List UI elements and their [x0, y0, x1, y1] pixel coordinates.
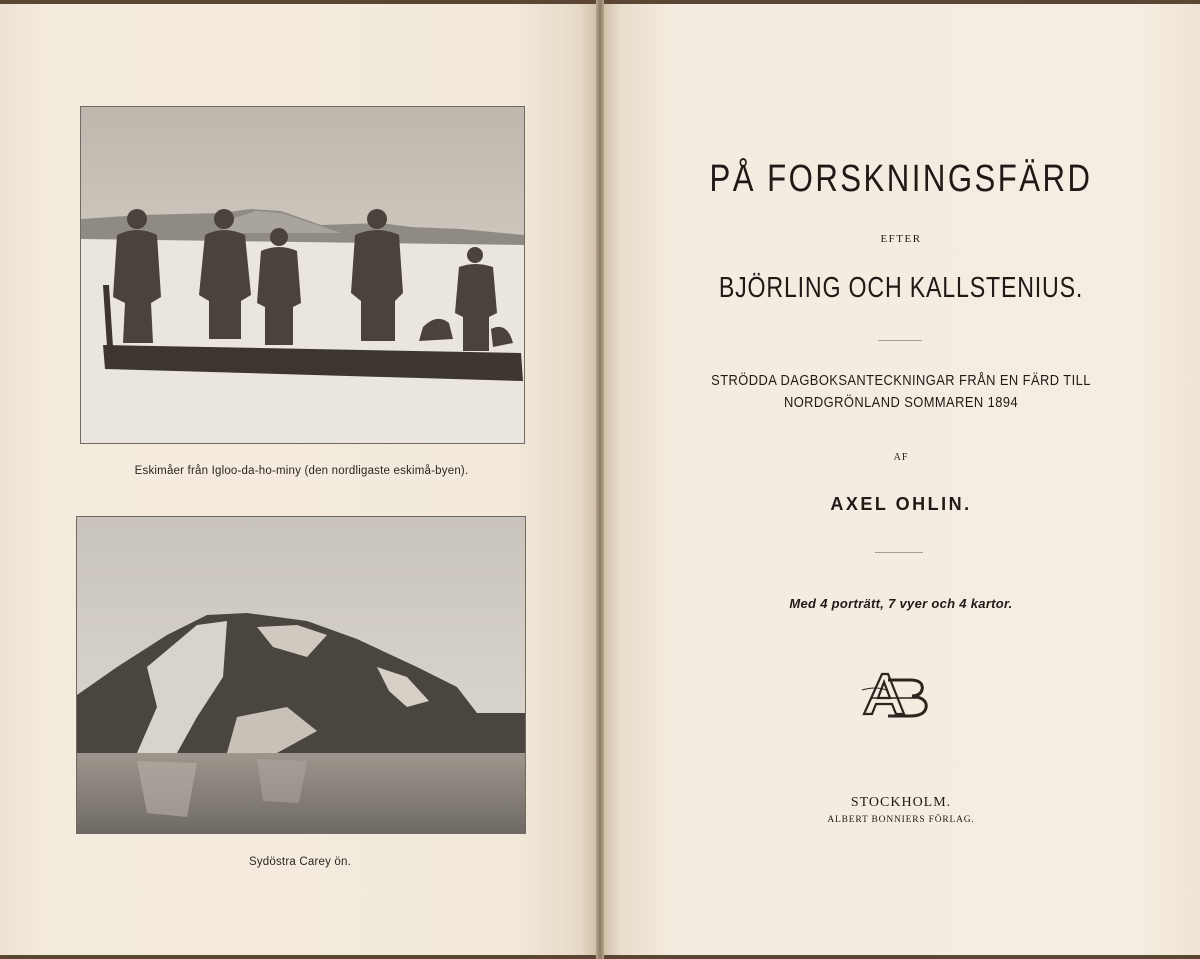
book-title: PÅ FORSKNINGSFÄRD — [709, 158, 1093, 200]
photo-plate-carey-island — [76, 516, 526, 834]
book-subtitle — [644, 370, 1158, 414]
publication-place: STOCKHOLM. — [850, 795, 952, 810]
subtitle-line-2: NORDGRÖNLAND SOMMAREN 1894 — [783, 394, 1019, 411]
plate2-caption: Sydöstra Carey ön. — [248, 856, 352, 868]
author-name: AXEL OHLIN. — [830, 494, 972, 514]
publisher-logo-icon — [858, 668, 932, 725]
book-subject-names: BJÖRLING OCH KALLSTENIUS. — [718, 272, 1084, 304]
divider-rule — [878, 340, 922, 341]
publisher-name: ALBERT BONNIERS FÖRLAG. — [827, 815, 975, 825]
subtitle-line-1: STRÖDDA DAGBOKSANTECKNINGAR FRÅN EN FÄRD TILL — [711, 372, 1091, 389]
divider-rule — [875, 552, 923, 553]
illustrations-note: Med 4 porträtt, 7 vyer och 4 kartor. — [789, 596, 1013, 611]
by-word: AF — [893, 452, 909, 463]
plate1-caption: Eskimåer från Igloo-da-ho-miny (den nordligaste eskimå-byen). — [134, 465, 469, 477]
right-page — [602, 4, 1200, 955]
title-connector: EFTER — [880, 233, 922, 245]
photo-plate-eskimos — [80, 106, 525, 444]
